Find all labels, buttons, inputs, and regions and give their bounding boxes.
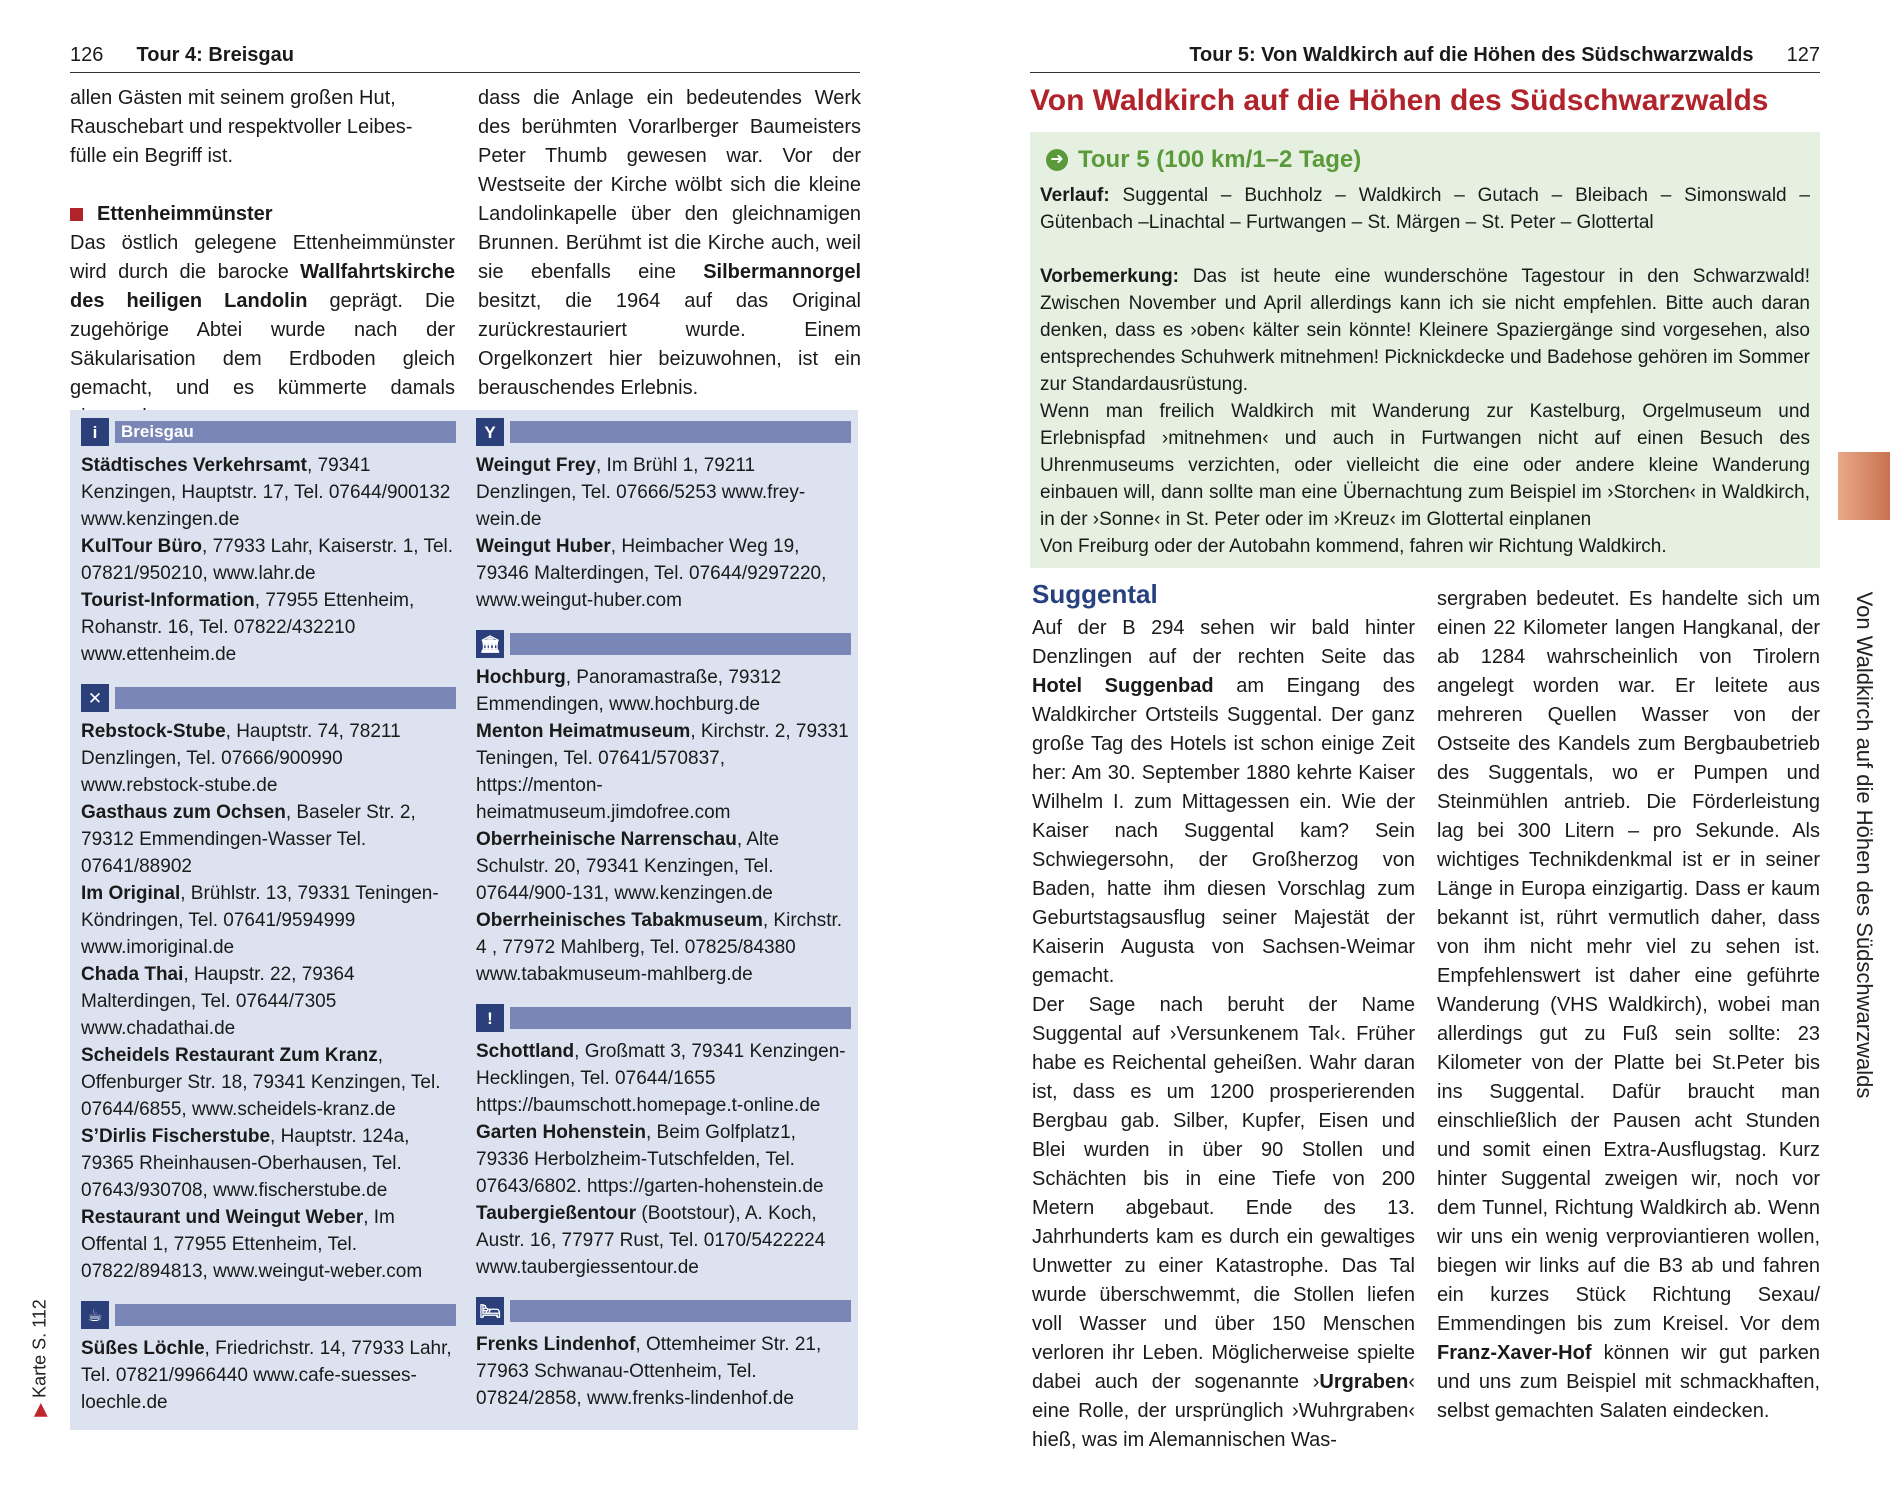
bed-icon: 🛏 xyxy=(476,1297,504,1325)
info-entry: Scheidels Restaurant Zum Kranz, Offenburger Str. 18, 79341 Kenzingen, Tel. 07644/6855, www.scheidels-kranz.de xyxy=(81,1045,441,1120)
info-section-label xyxy=(510,421,851,443)
info-entry: Chada Thai, Haupstr. 22, 79364 Malterdingen, Tel. 07644/7305 www.chadathai.de xyxy=(81,964,355,1039)
info-section xyxy=(81,684,456,1285)
info-entry: Menton Heimatmuseum, Kirchstr. 2, 79331 Teningen, Tel. 07641/570837, https://menton-heimatmuseum.jimdofree.com xyxy=(476,721,849,823)
info-entry: Oberrheinisches Tabakmuseum, Kirchstr. 4 , 77972 Mahlberg, Tel. 07825/84380 www.tabakmuseum-mahlberg.de xyxy=(476,910,843,985)
right-col1-para2: Der Sage nach beruht der Name Suggental auf ›Versunkenem Tal‹. Früher habe es Reichental geheißen. Wahr daran ist, dass es um 1200 prosperierenden Bergbau gab. Silber, Kupfer, Eisen und Blei wurden in über 90 Stollen und Schächten bis in eine Tiefe von 200 Metern abgebaut. Ende des 13. Jahrhunderts kam es durch ein gewaltiges Unwetter zu einer Katastrophe. Das Tal wurde überschwemmt, die Stollen liefen voll Wasser und über 150 Menschen verloren ihr Leben. Möglicherweise spielte dabei auch der sogenannte ›Urgraben‹ eine Rolle, der ursprünglich ›Wuhrgraben‹ hieß, was im Alemannischen Was- xyxy=(1032,994,1415,1451)
tour-description xyxy=(1040,182,1810,560)
info-section-label: Breisgau xyxy=(115,421,456,443)
info-entry: Tourist-Information, 77955 Ettenheim, Rohanstr. 16, Tel. 07822/432210 www.ettenheim.de xyxy=(81,590,415,665)
info-section-bar xyxy=(81,418,456,446)
right-column-1 xyxy=(1032,614,1415,1455)
left-page-header xyxy=(70,44,294,67)
right-col1-para1: Auf der B 294 sehen wir bald hinter Denzlingen auf der rechten Seite das Hotel Suggenbad am Eingang des Waldkircher Ortsteils Suggental. Der ganz große Tag des Hotels ist schon einige Zeit her: Am 30. September 1880 kehrte Kaiser Wilhelm I. zum Mittagessen ein. Wie der Kaiser nach Suggental kam? Sein Schwiegersohn, der Großherzog von Baden, hatte ihm diesen Vorschlag zum Geburtstagsausflug seiner Majestät der Kaiserin Augusta von Sachsen-Weimar gemacht. xyxy=(1032,617,1415,987)
info-left-column xyxy=(81,418,456,1432)
left-col1-para2: Das östlich gelegene Ettenheimmünster wird durch die barocke Wallfahrtskirche des heiligen Landolin geprägt. Die zugehörige Abtei wurde nach der Säkularisation dem Erdboden gleich gemacht, und es kümmerte damals xyxy=(70,232,456,399)
main-title: Von Waldkirch auf die Höhen des Südschwarzwalds xyxy=(1030,84,1769,117)
info-section-label xyxy=(115,687,456,709)
info-entry: Süßes Löchle, Friedrichstr. 14, 77933 Lahr, Tel. 07821/9966440 www.cafe-suesses-loechle.de xyxy=(81,1338,452,1413)
left-page-number: 126 xyxy=(70,44,104,66)
exclamation-icon: ! xyxy=(476,1004,504,1032)
left-column-1 xyxy=(70,84,455,432)
left-col1-line: fülle ein Begriff ist. xyxy=(70,145,234,167)
info-section-label xyxy=(115,1304,456,1326)
info-entry: Städtisches Verkehrsamt, 79341 Kenzingen, Hauptstr. 17, Tel. 07644/900132 www.kenzingen.de xyxy=(81,455,451,530)
info-entry: Oberrheinische Narrenschau, Alte Schulstr. 20, 79341 Kenzingen, Tel. 07644/900-131, www.kenzingen.de xyxy=(476,829,780,904)
left-col1-line: allen Gästen mit seinem großen Hut, xyxy=(70,87,396,109)
info-entry: Weingut Huber, Heimbacher Weg 19, 79346 Malterdingen, Tel. 07644/9297220, www.weingut-huber.com xyxy=(476,536,827,611)
info-entry: Restaurant und Weingut Weber, Im Offental 1, 77955 Ettenheim, Tel. 07822/894813, www.weingut-weber.com xyxy=(81,1207,423,1282)
ettenheim-heading: Ettenheimmünster xyxy=(70,200,455,229)
info-section-bar xyxy=(476,418,851,446)
info-entry: Hochburg, Panoramastraße, 79312 Emmendingen, www.hochburg.de xyxy=(476,667,782,715)
info-entry: Garten Hohenstein, Beim Golfplatz1, 79336 Herbolzheim-Tutschfelden, Tel. 07643/6802. https://garten-hohenstein.de xyxy=(476,1122,824,1197)
wine-glass-icon: Y xyxy=(476,418,504,446)
arrow-right-icon: ➜ xyxy=(1046,149,1068,171)
tour-para3: Von Freiburg oder der Autobahn kommend, fahren wir Richtung Waldkirch. xyxy=(1040,536,1667,557)
right-header-rule xyxy=(1030,72,1820,73)
info-section-bar xyxy=(476,1297,851,1325)
info-entry: KulTour Büro, 77933 Lahr, Kaiserstr. 1, Tel. 07821/950210, www.lahr.de xyxy=(81,536,454,584)
info-section xyxy=(476,630,851,988)
coffee-icon: ☕ xyxy=(81,1301,109,1329)
tour-title: ➜ Tour 5 (100 km/1–2 Tage) xyxy=(1046,146,1361,173)
triangle-icon: ▶ xyxy=(29,1402,50,1417)
info-section-bar xyxy=(476,630,851,658)
tour-para2: Wenn man freilich Waldkirch mit Wanderung zur Kastelburg, Orgelmuseum und Erlebnispfad ›mitnehmen‹ und auch in Furtwangen nicht auf einen Besuch des Uhrenmuseums verzichten, oder vielleicht die eine oder andere kleine Wanderung einbauen will, dann sollte man eine Übernachtung zum Beispiel im ›Storchen‹ in Waldkirch, in der ›Sonne‹ in St. Peter oder im ›Kreuz‹ im Glottertal einplanen xyxy=(1040,401,1810,530)
right-col2-para: sergraben bedeutet. Es handelte sich um einen 22 Kilometer langen Hangkanal, der ab 1284 wahrscheinlich von Tirolern angelegt worden war. Er leitete aus mehreren Quellen Wasser von der Ostseite des Kandels zum Bergbaubetrieb des Suggentals, wo er Pumpen und Steinmühlen antrieb. Die Förderleistung lag bei 300 Litern – pro Sekunde. Als wichtiges Technikdenkmal ist er in seiner Länge in Europa einzigartig. Dass er kaum bekannt ist, rührt vermutlich daher, dass von ihm nicht mehr viel zu sehen ist. Empfehlenswert ist daher eine geführte Wanderung (VHS Waldkirch), wobei man allerdings gut zu Fuß sein sollte: 23 Kilometer von der Platte bei St.Peter bis ins Suggental. Dafür braucht man einschließlich der Pausen acht Stunden und somit einen Extra-Ausflugstag. Kurz hinter Suggental zweigen wir, noch vor dem Tunnel, Richtung Waldkirch ab. Wenn wir uns ein wenig verproviantieren wollen, biegen wir links auf die B3 ab und fahren ein kurzes Stück Richtung Sexau/ Emmendingen bis zum Kreisel. Vor dem Franz-Xaver-Hof können wir gut parken und uns zum Beispiel mit schmackhaften, selbst gemachten Salaten eindecken. xyxy=(1437,588,1820,1422)
info-entry: Frenks Lindenhof, Ottemheimer Str. 21, 77963 Schwanau-Ottenheim, Tel. 07824/2858, www.frenks-lindenhof.de xyxy=(476,1334,822,1409)
map-reference xyxy=(30,1299,51,1417)
info-icon: i xyxy=(81,418,109,446)
info-entry: S’Dirlis Fischerstube, Hauptstr. 124a, 79365 Rheinhausen-Oberhausen, Tel. 07643/930708, www.fischerstube.de xyxy=(81,1126,410,1201)
chapter-side-text: Von Waldkirch auf die Höhen des Südschwarzwalds xyxy=(1852,591,1877,1099)
info-entry: Schottland, Großmatt 3, 79341 Kenzingen-Hecklingen, Tel. 07644/1655 https://baumschott.homepage.t-online.de xyxy=(476,1041,846,1116)
info-box xyxy=(70,410,858,1430)
info-section-bar xyxy=(476,1004,851,1032)
suggental-heading: Suggental xyxy=(1032,579,1158,609)
info-section-label xyxy=(510,633,851,655)
restaurant-icon: ✕ xyxy=(81,684,109,712)
info-section xyxy=(81,1301,456,1416)
info-right-column xyxy=(476,418,851,1428)
left-col1-para1 xyxy=(70,84,455,171)
right-page-number: 127 xyxy=(1786,44,1820,66)
museum-icon: 🏛 xyxy=(476,630,504,658)
right-column-2 xyxy=(1437,585,1820,1426)
info-section-bar xyxy=(81,684,456,712)
info-entry: Taubergießentour (Bootstour), A. Koch, Austr. 16, 77977 Rust, Tel. 0170/5422224 www.taubergiessentour.de xyxy=(476,1203,826,1278)
info-section-label xyxy=(510,1007,851,1029)
verlauf: Verlauf: Suggental – Buchholz – Waldkirch – Gutach – Bleibach – Simonswald – Gütenbach –Linachtal – Furtwangen – St. Märgen – St. Peter – Glottertal xyxy=(1040,185,1810,233)
info-entry: Gasthaus zum Ochsen, Baseler Str. 2, 79312 Emmendingen-Wasser Tel. 07641/88902 xyxy=(81,802,416,877)
tour-info-box xyxy=(1030,132,1820,568)
info-section-bar xyxy=(81,1301,456,1329)
right-page-header xyxy=(1189,44,1820,67)
chapter-side-tab xyxy=(1838,452,1890,520)
info-section xyxy=(81,418,456,668)
right-header-title: Tour 5: Von Waldkirch auf die Höhen des Südschwarzwalds xyxy=(1189,44,1754,66)
info-entry: Weingut Frey, Im Brühl 1, 79211 Denzlingen, Tel. 07666/5253 www.frey-wein.de xyxy=(476,455,806,530)
red-square-marker xyxy=(70,208,83,221)
info-section-label xyxy=(510,1300,851,1322)
map-reference-text: Karte S. 112 xyxy=(29,1299,50,1398)
left-header-rule xyxy=(70,72,860,73)
info-section xyxy=(476,418,851,614)
info-entry: Im Original, Brühlstr. 13, 79331 Teningen-Köndringen, Tel. 07641/9594999 www.imoriginal.de xyxy=(81,883,439,958)
info-entry: Rebstock-Stube, Hauptstr. 74, 78211 Denzlingen, Tel. 07666/900990 www.rebstock-stube.de xyxy=(81,721,401,796)
left-col1-line: Rauschebart und respektvoller Leibes- xyxy=(70,116,413,138)
left-column-2 xyxy=(478,84,861,403)
left-col2-para: dass die Anlage ein bedeutendes Werk des berühmten Vorarlberger Baumeisters Peter Thumb gewesen war. Vor der Westseite der Kirche wölbt sich die kleine Landolinkapelle über den gleichnamigen Brunnen. Berühmt ist die Kirche auch, weil sie ebenfalls eine Silbermannorgel besitzt, die 1964 auf das Original zurückrestauriert wurde. Einem Orgelkonzert hier beizuwohnen, ist ein berauschendes Erlebnis. xyxy=(478,87,861,399)
info-section xyxy=(476,1297,851,1412)
left-header-title: Tour 4: Breisgau xyxy=(136,44,294,66)
info-section xyxy=(476,1004,851,1281)
vorbemerkung: Vorbemerkung: Das ist heute eine wunderschöne Tagestour in den Schwarzwald! Zwischen November und April allerdings kann ich sie nicht empfehlen. Bitte auch daran denken, dass es ›oben‹ kälter sein könnte! Kleinere Spaziergänge sind vorgesehen, also entsprechendes Schuhwerk mitnehmen! Picknickdecke und Badehose gehören im Sommer zur Standardausrüstung. xyxy=(1040,266,1811,395)
